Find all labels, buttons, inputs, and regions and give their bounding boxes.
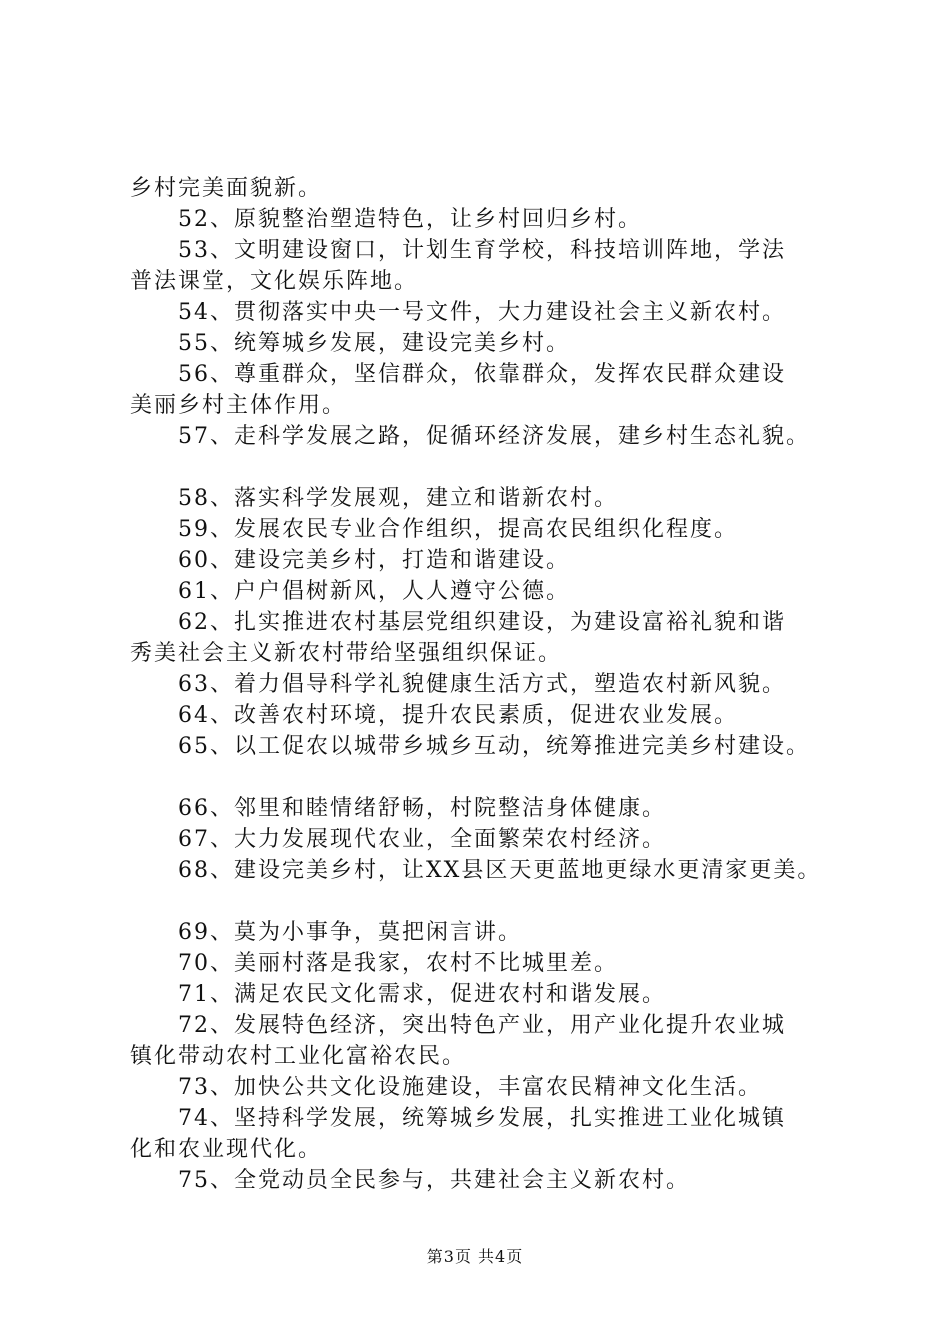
slogan-73: 73、加快公共文化设施建设，丰富农民精神文化生活。 [178,1075,762,1100]
slogan-75: 75、全党动员全民参与，共建社会主义新农村。 [178,1168,690,1193]
slogan-64: 64、改善农村环境，提升农民素质，促进农业发展。 [178,703,738,728]
slogan-53-line-2: 普法课堂，文化娱乐阵地。 [130,269,419,294]
slogan-60: 60、建设完美乡村，打造和谐建设。 [178,548,570,573]
paragraph-gap [130,886,850,917]
slogan-54: 54、贯彻落实中央一号文件，大力建设社会主义新农村。 [178,300,786,325]
slogan-66: 66、邻里和睦情绪舒畅，村院整洁身体健康。 [178,796,666,821]
slogan-53-line-1: 53、文明建设窗口，计划生育学校，科技培训阵地，学法 [178,238,786,263]
slogan-58: 58、落实科学发展观，建立和谐新农村。 [178,486,618,511]
text-line: 乡村完美面貌新。 [130,176,323,201]
slogan-55: 55、统筹城乡发展，建设完美乡村。 [178,331,570,356]
slogan-56-line-1: 56、尊重群众，坚信群众，依靠群众，发挥农民群众建设 [178,362,786,387]
slogan-68: 68、建设完美乡村，让XX县区天更蓝地更绿水更清家更美。 [178,858,822,883]
slogan-72-line-1: 72、发展特色经济，突出特色产业，用产业化提升农业城 [178,1013,786,1038]
paragraph-gap [130,452,850,483]
page-footer: 第3页 共4页 [426,1247,524,1266]
slogan-59: 59、发展农民专业合作组织，提高农民组织化程度。 [178,517,738,542]
slogan-61: 61、户户倡树新风，人人遵守公德。 [178,579,570,604]
slogan-62-line-1: 62、扎实推进农村基层党组织建设，为建设富裕礼貌和谐 [178,610,786,635]
slogan-65: 65、以工促农以城带乡城乡互动，统筹推进完美乡村建设。 [178,734,810,759]
slogan-74-line-1: 74、坚持科学发展，统筹城乡发展，扎实推进工业化城镇 [178,1106,786,1131]
slogan-67: 67、大力发展现代农业，全面繁荣农村经济。 [178,827,666,852]
slogan-71: 71、满足农民文化需求，促进农村和谐发展。 [178,982,666,1007]
slogan-70: 70、美丽村落是我家，农村不比城里差。 [178,951,618,976]
slogan-69: 69、莫为小事争，莫把闲言讲。 [178,920,522,945]
slogan-62-line-2: 秀美社会主义新农村带给坚强组织保证。 [130,641,563,666]
slogan-57: 57、走科学发展之路，促循环经济发展，建乡村生态礼貌。 [178,424,810,449]
paragraph-gap [130,762,850,793]
slogan-72-line-2: 镇化带动农村工业化富裕农民。 [130,1044,467,1069]
slogan-52: 52、原貌整治塑造特色，让乡村回归乡村。 [178,207,642,232]
slogan-56-line-2: 美丽乡村主体作用。 [130,393,347,418]
slogan-63: 63、着力倡导科学礼貌健康生活方式，塑造农村新风貌。 [178,672,786,697]
document-body [130,173,850,1196]
slogan-74-line-2: 化和农业现代化。 [130,1137,323,1162]
